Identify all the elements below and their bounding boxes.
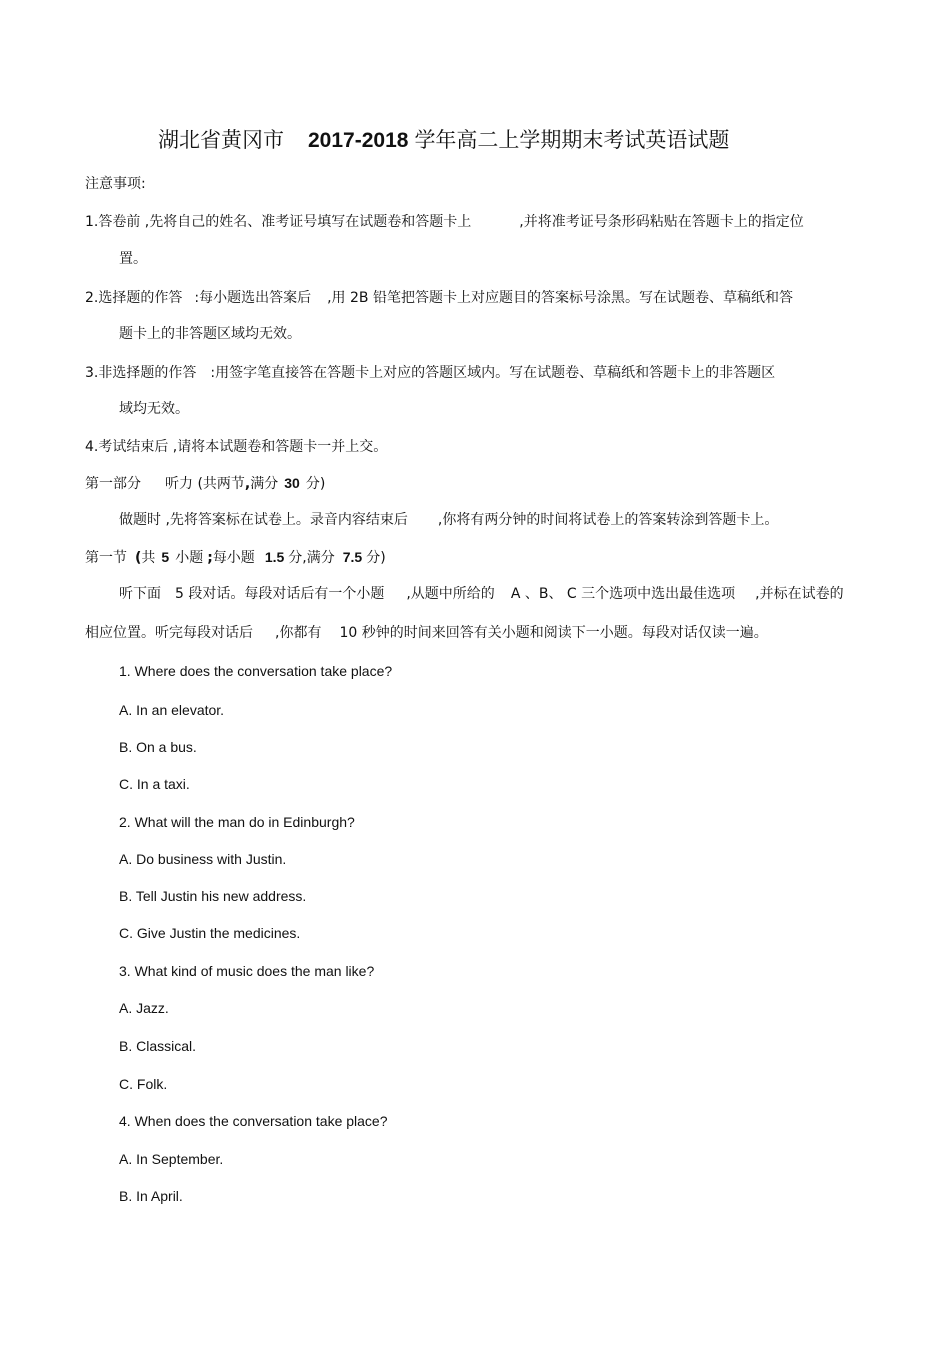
- notice-item-4: 4.考试结束后 ,请将本试题卷和答题卡一并上交。: [85, 439, 388, 455]
- notice-item-3-part-a: 3.非选择题的作答: [85, 365, 197, 381]
- section1-dir2-c: 10 秒钟的时间来回答有关小题和阅读下一小题。每段对话仅读一遍。: [339, 625, 768, 641]
- notice-item-1-part-a: 1.答卷前 ,先将自己的姓名、准考证号填写在试题卷和答题卡上: [85, 214, 472, 230]
- question-4-option-a: A. In September.: [119, 1151, 224, 1167]
- section1-h-d: 5: [161, 549, 170, 565]
- section1-dir1-a: 听下面: [119, 586, 161, 602]
- notice-item-1: [85, 213, 804, 231]
- notice-item-2-part-b: :每小题选出答案后: [194, 290, 312, 306]
- notice-item-2-part-c: ,用 2B 铅笔把答题卡上对应题目的答案标号涂黑。写在试题卷、草稿纸和答: [327, 290, 793, 306]
- part1-heading-b: 共两节: [202, 476, 245, 492]
- section1-h-j: 满分: [306, 550, 335, 566]
- section1-h-i: 分,: [288, 550, 307, 566]
- part1-heading-c: ,: [244, 476, 251, 492]
- section1-dir1-c: ,从题中所给的: [406, 586, 495, 602]
- section1-dir1-d: A 、B、 C 三个选项中选出最佳选项: [510, 586, 736, 602]
- section1-dir2-a: 相应位置。听完每段对话后: [85, 625, 253, 641]
- section1-h-g: 每小题: [212, 550, 255, 566]
- part1-heading-f: 分): [305, 476, 326, 492]
- section1-dir1-b: 5 段对话。每段对话后有一个小题: [175, 586, 385, 602]
- question-3-option-b: B. Classical.: [119, 1038, 197, 1054]
- question-1-option-c: C. In a taxi.: [119, 776, 190, 792]
- page-title: [158, 127, 729, 154]
- section1-h-h: 1.5: [264, 549, 285, 565]
- section1-h-l: 分): [366, 550, 386, 566]
- question-2: 2. What will the man do in Edinburgh?: [119, 814, 355, 830]
- part1-heading: [85, 474, 325, 493]
- question-1-option-b: B. On a bus.: [119, 739, 197, 755]
- question-1: 1. Where does the conversation take place?: [119, 663, 393, 679]
- question-2-option-b: B. Tell Justin his new address.: [119, 888, 307, 904]
- section1-dir1-e: ,并标在试卷的: [755, 586, 844, 602]
- notice-item-1-part-b: ,并将准考证号条形码粘贴在答题卡上的指定位: [519, 214, 804, 230]
- question-2-option-c: C. Give Justin the medicines.: [119, 925, 301, 941]
- question-4-option-b: B. In April.: [119, 1188, 183, 1204]
- question-4: 4. When does the conversation take place?: [119, 1113, 388, 1129]
- question-1-option-a: A. In an elevator.: [119, 702, 225, 718]
- notice-item-2-part-a: 2.选择题的作答: [85, 290, 183, 306]
- section1-h-c: 共: [141, 550, 156, 566]
- title-suffix: 学年高二上学期期末考试英语试题: [414, 128, 730, 152]
- section1-directions-line1: [119, 585, 844, 603]
- section1-h-a: 第一节: [85, 550, 127, 566]
- section1-directions-line2: [85, 624, 768, 642]
- part1-instruction: [119, 511, 778, 529]
- notice-item-1-cont: 置。: [119, 251, 147, 267]
- question-2-option-a: A. Do business with Justin.: [119, 851, 287, 867]
- title-years: 2017-2018: [308, 129, 409, 152]
- section1-dir2-b: ,你都有: [275, 625, 322, 641]
- question-3: 3. What kind of music does the man like?: [119, 963, 375, 979]
- notice-heading: 注意事项:: [85, 176, 146, 192]
- section1-h-e: 小题: [175, 550, 204, 566]
- notice-item-2: [85, 289, 793, 307]
- section1-h-b: (: [135, 550, 142, 566]
- notice-item-3: [85, 364, 775, 382]
- part1-heading-e: 30: [284, 475, 300, 491]
- part1-label: 第一部分: [85, 476, 141, 492]
- title-prefix: 湖北省黄冈市: [158, 128, 284, 152]
- section1-h-k: 7.5: [342, 549, 363, 565]
- part1-heading-d: 满分: [250, 476, 279, 492]
- part1-instruction-b: ,你将有两分钟的时间将试卷上的答案转涂到答题卡上。: [437, 512, 779, 528]
- part1-instruction-a: 做题时 ,先将答案标在试卷上。录音内容结束后: [119, 512, 408, 528]
- notice-item-3-cont: 域均无效。: [119, 401, 189, 417]
- part1-heading-a: 听力 (: [165, 476, 203, 492]
- question-3-option-a: A. Jazz.: [119, 1000, 169, 1016]
- notice-item-3-part-b: :用签字笔直接答在答题卡上对应的答题区域内。写在试题卷、草稿纸和答题卡上的非答题区: [210, 365, 776, 381]
- notice-item-2-cont: 题卡上的非答题区域均无效。: [119, 326, 301, 342]
- section1-heading: [85, 548, 386, 567]
- question-3-option-c: C. Folk.: [119, 1076, 168, 1092]
- section1-h-f: ;: [207, 550, 213, 566]
